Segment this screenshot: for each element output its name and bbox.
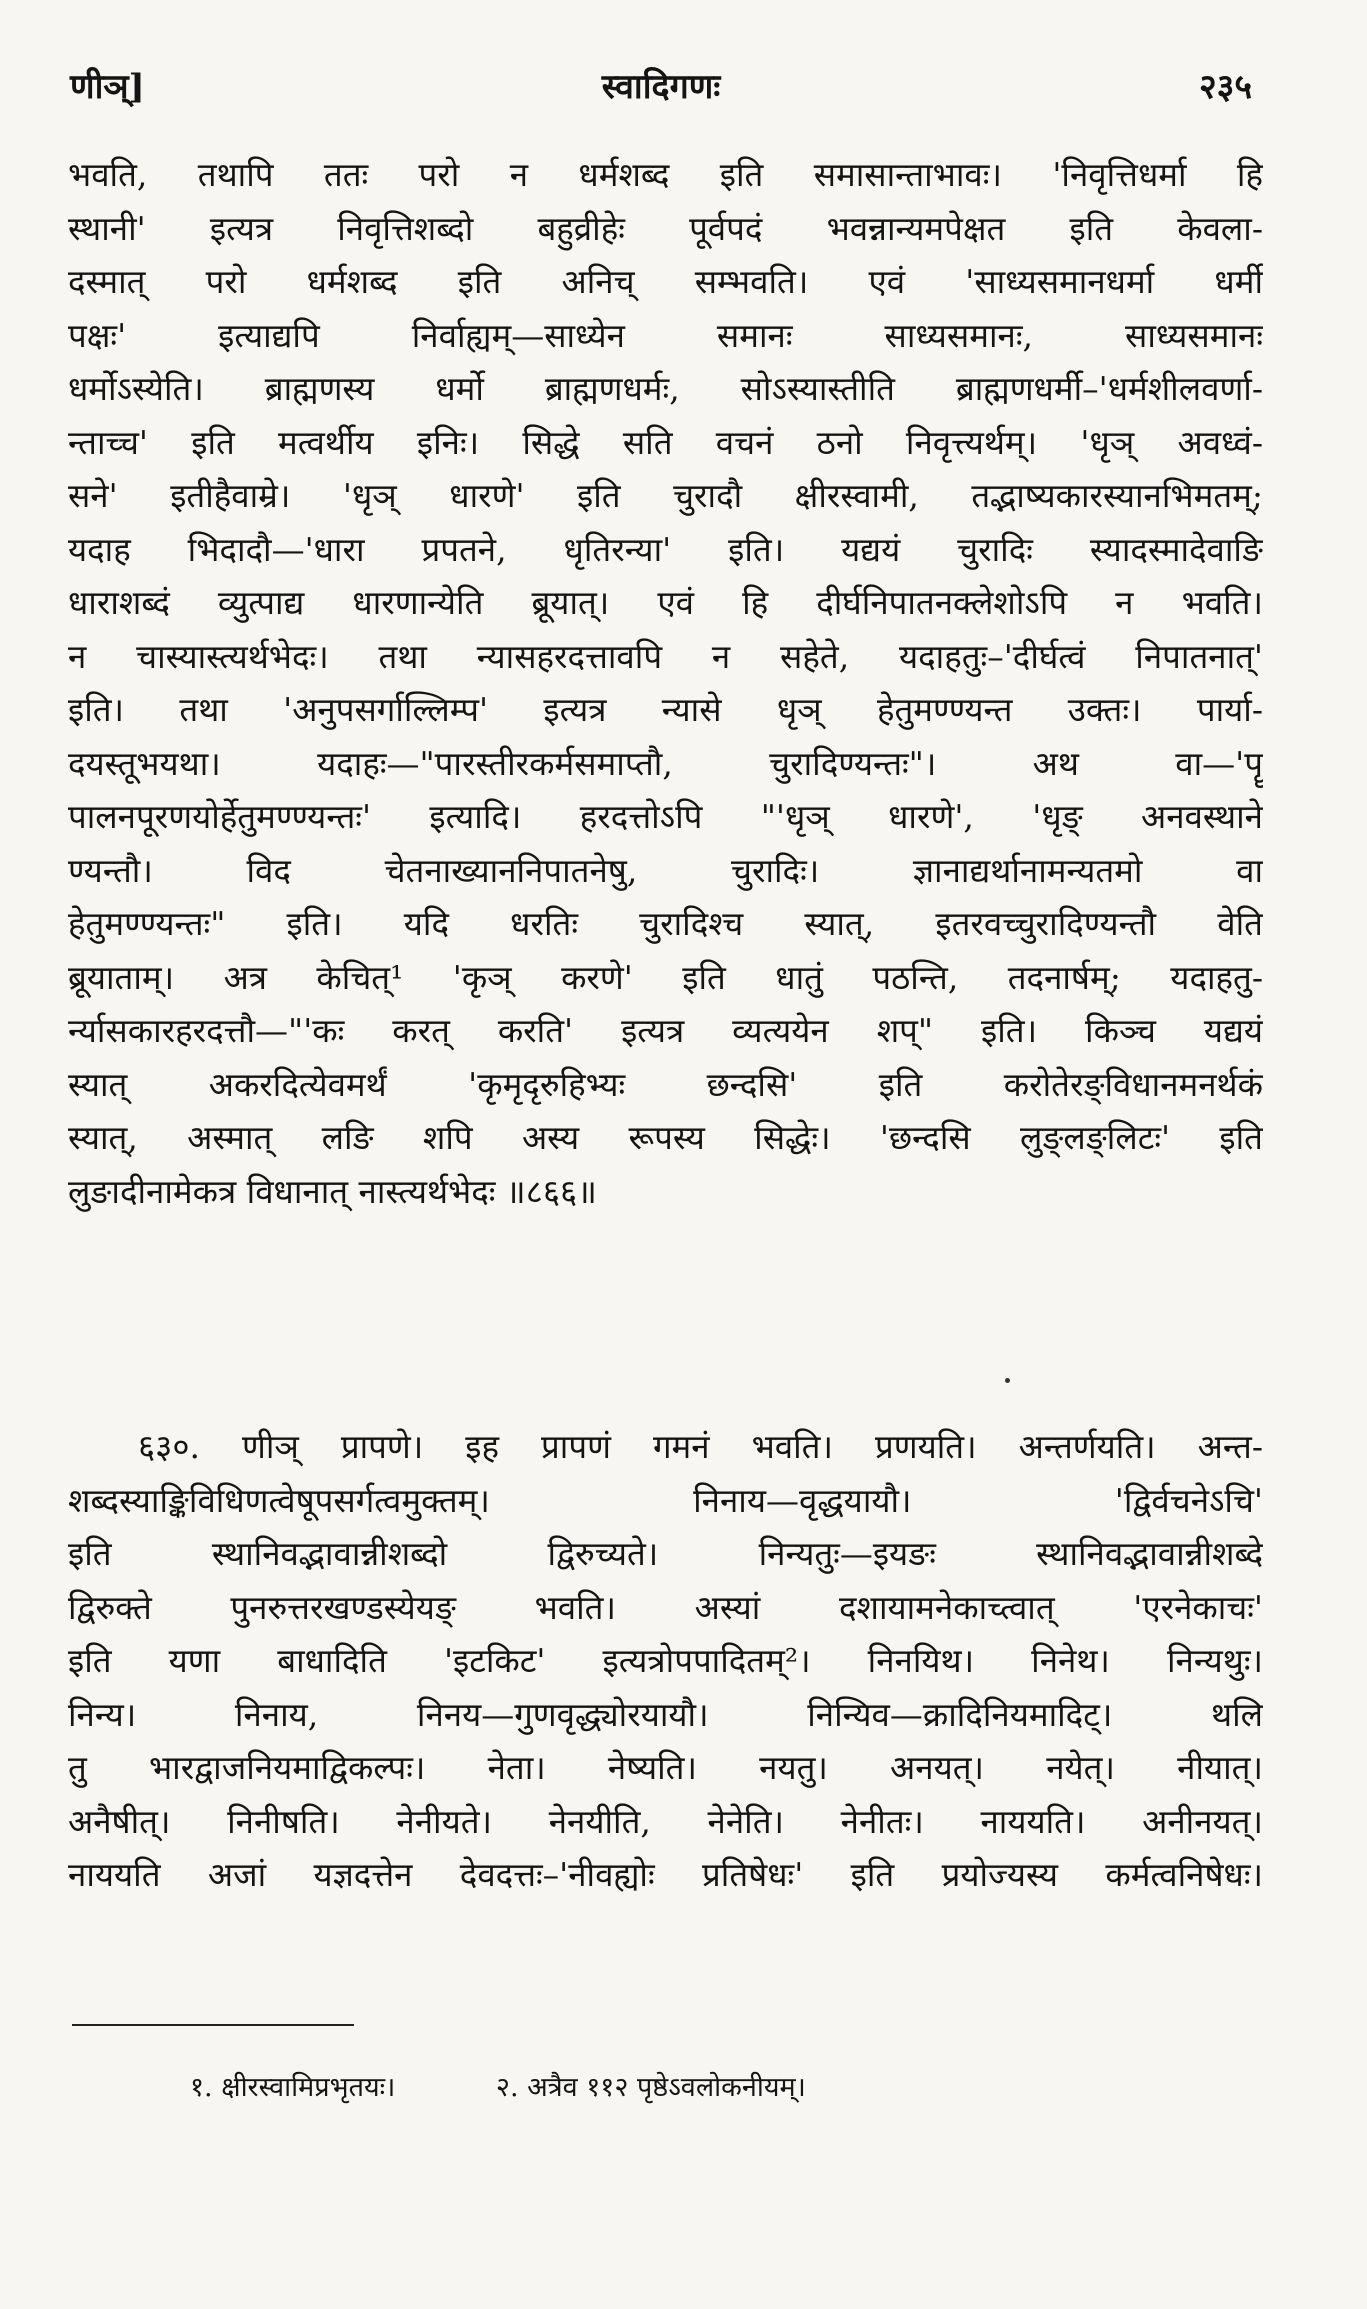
text-line: निन्य। निनाय, निनय—गुणवृद्ध्योरयायौ। निन्यिव—क्रादिनियमादिट्। थलि (68, 1694, 1263, 1734)
text-line: सने' इतीहैवाम्रे। 'धृञ् धारणे' इति चुरादौ क्षीरस्वामी, तद्भाष्यकारस्यानभिमतम्; (68, 476, 1263, 515)
text-line: दस्मात् परो धर्मशब्द इति अनिच् सम्भवति। एवं 'साध्यसमानधर्मा धर्मी (68, 262, 1263, 301)
paragraph-commentary-866 (68, 148, 1263, 1218)
text-line: स्यात्, अस्मात् लङि शपि अस्य रूपस्य सिद्धेः। 'छन्दसि लुङ्लङ्लिटः' इति (68, 1118, 1263, 1157)
text-line: शब्दस्याङ्किविधिणत्वेषूपसर्गत्वमुक्तम्। निनाय—वृद्धयायौ। 'द्विर्वचनेऽचि' (68, 1480, 1263, 1520)
text-line: तु भारद्वाजनियमाद्विकल्पः। नेता। नेष्यति। नयतु। अनयत्। नयेत्। नीयात्। (68, 1748, 1263, 1787)
page-number: २३५ (1198, 67, 1252, 107)
text-line: ६३०. णीञ् प्रापणे। इह प्रापणं गमनं भवति। प्रणयति। अन्तर्णयति। अन्त- (138, 1427, 1263, 1466)
text-line: स्थानी' इत्यत्र निवृत्तिशब्दो बहुव्रीहेः पूर्वपदं भवन्नान्यमपेक्षत इति केवला- (68, 208, 1263, 248)
text-line: र्न्यासकारहरदत्तौ—"'कः करत् करति' इत्यत्र व्यत्ययेन शप्" इति। किञ्च यद्ययं (68, 1011, 1263, 1050)
text-line: धाराशब्दं व्युत्पाद्य धारणान्येति ब्रूयात्। एवं हि दीर्घनिपातनक्लेशोऽपि न भवति। (68, 583, 1263, 622)
text-line: धर्मोऽस्येति। ब्राह्मणस्य धर्मो ब्राह्मणधर्मः, सोऽस्यास्तीति ब्राह्मणधर्मी–'धर्मशीलवर्णा- (68, 369, 1263, 408)
text-line: स्यात् अकरदित्येवमर्थं 'कृमृदृरुहिभ्यः छन्दसि' इति करोतेरङ्विधानमनर्थकं (68, 1064, 1263, 1104)
footnote-2: २. अत्रैव ११२ पृष्ठेऽवलोकनीयम्। (495, 2072, 806, 2103)
text-line: द्विरुक्ते पुनरुत्तरखण्डस्येयङ् भवति। अस्यां दशायामनेकाच्त्वात् 'एरनेकाचः' (68, 1587, 1263, 1627)
text-line: न चास्यास्त्यर्थभेदः। तथा न्यासहरदत्तावपि न सहेते, यदाहतुः–'दीर्घत्वं निपातनात्' (68, 636, 1263, 676)
text-line: दयस्तूभयथा। यदाहः—"पारस्तीरकर्मसमाप्तौ, चुरादिण्यन्तः"। अथ वा—'पॄ (68, 743, 1263, 783)
text-line: नाययति अजां यज्ञदत्तेन देवदत्तः–'नीवह्योः प्रतिषेधः' इति प्रयोज्यस्य कर्मत्वनिषेधः। (68, 1855, 1263, 1894)
text-line: हेतुमण्ण्यन्तः" इति। यदि धरतिः चुरादिश्च स्यात्, इतरवच्चुरादिण्यन्तौ वेति (68, 904, 1263, 943)
paragraph-sutra-630 (68, 1420, 1263, 1902)
text-line: पालनपूरणयोर्हेतुमण्ण्यन्तः' इत्यादि। हरदत्तोऽपि "'धृञ् धारणे', 'धृङ् अनवस्थाने (68, 797, 1263, 836)
running-header (70, 62, 1252, 122)
footnote-divider (72, 2024, 354, 2026)
footnotes (190, 2068, 806, 2108)
text-line: यदाह भिदादौ—'धारा प्रपतने, धृतिरन्या' इति। यद्ययं चुरादिः स्यादस्मादेवाङि (68, 529, 1263, 569)
text-line: ब्रूयाताम्। अत्र केचित्¹ 'कृञ् करणे' इति धातुं पठन्ति, तदनार्षम्; यदाहतु- (68, 957, 1263, 997)
text-line: पक्षः' इत्याद्यपि निर्वाह्यम्—साध्येन समानः साध्यसमानः, साध्यसमानः (68, 315, 1263, 355)
ink-speck (1005, 1378, 1010, 1383)
text-line: इति यणा बाधादिति 'इटकिट' इत्यत्रोपपादितम्²। निनयिथ। निनेथ। निन्यथुः। (68, 1641, 1263, 1680)
text-line: इति स्थानिवद्भावान्नीशब्दो द्विरुच्यते। निन्यतुः—इयङः स्थानिवद्भावान्नीशब्दे (68, 1534, 1263, 1573)
header-title: स्वादिगणः (601, 67, 721, 107)
text-line: इति। तथा 'अनुपसर्गाल्लिम्प' इत्यत्र न्यासे धृञ् हेतुमण्ण्यन्त उक्तः। पार्या- (68, 690, 1263, 729)
footnote-1: १. क्षीरस्वामिप्रभृतयः। (190, 2072, 396, 2103)
text-line: भवति, तथापि ततः परो न धर्मशब्द इति समासान्ताभावः। 'निवृत्तिधर्मा हि (68, 155, 1263, 194)
text-line: अनैषीत्। निनीषति। नेनीयते। नेनयीति, नेनेति। नेनीतः। नाययति। अनीनयत्। (68, 1801, 1263, 1841)
header-section-label: णीञ्] (70, 67, 145, 107)
text-line: न्ताच्च' इति मत्वर्थीय इनिः। सिद्धे सति वचनं ठनो निवृत्त्यर्थम्। 'धृञ् अवध्वं- (68, 422, 1263, 462)
text-line: लुङादीनामेकत्र विधानात् नास्त्यर्थभेदः ॥८६६॥ (68, 1171, 597, 1211)
text-line: ण्यन्तौ। विद चेतनाख्याननिपातनेषु, चुरादिः। ज्ञानाद्यर्थानामन्यतमो वा (68, 850, 1263, 890)
